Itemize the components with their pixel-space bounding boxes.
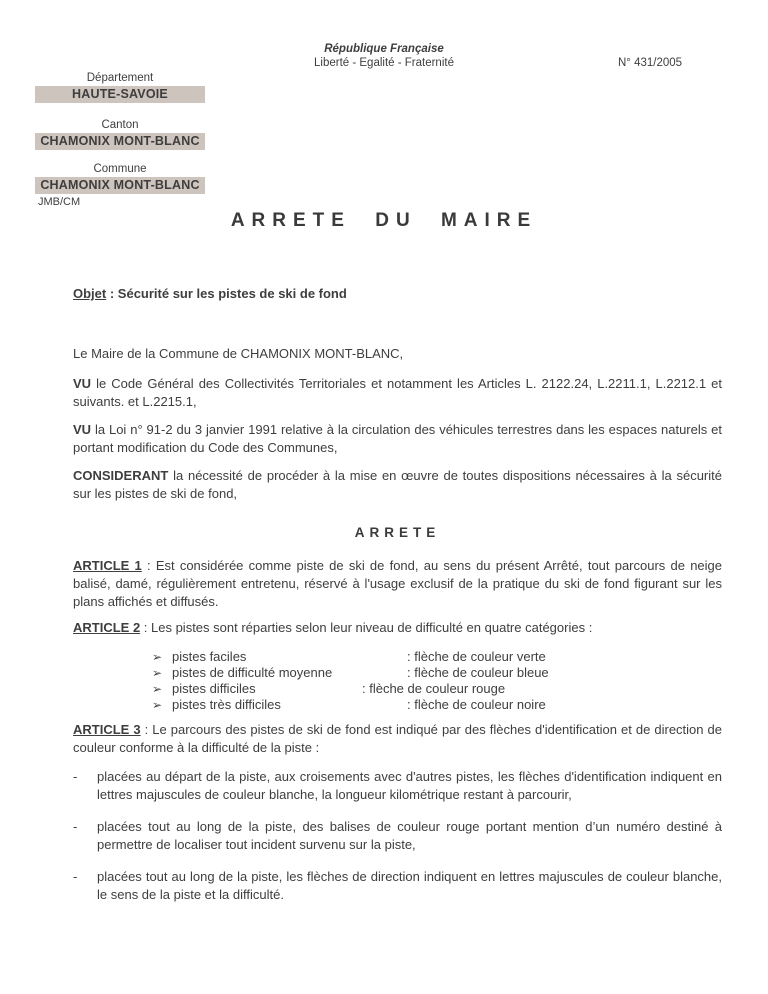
piste-label: pistes difficiles xyxy=(172,681,256,696)
document-title: ARRETE DU MAIRE xyxy=(230,210,538,231)
dash-bullet-item xyxy=(73,868,722,904)
vu-paragraph-1 xyxy=(73,375,722,411)
document-body xyxy=(73,285,722,904)
piste-label: pistes faciles xyxy=(172,649,247,664)
arrow-bullet-icon: ➢ xyxy=(152,666,163,680)
commune-label: Commune xyxy=(93,163,147,175)
article-3-paragraph xyxy=(73,721,722,757)
subject-label: Objet xyxy=(73,286,107,301)
arrow-bullet-icon: ➢ xyxy=(152,650,163,664)
article-2-label: ARTICLE 2 xyxy=(73,620,141,635)
article-1-label: ARTICLE 1 xyxy=(73,558,142,573)
dash-bullet-item xyxy=(73,768,722,804)
intro-paragraph: Le Maire de la Commune de CHAMONIX MONT-BLANC, xyxy=(73,346,404,361)
piste-value: : flèche de couleur verte xyxy=(407,649,546,664)
list-item xyxy=(73,681,722,697)
piste-label: pistes très difficiles xyxy=(172,697,281,712)
department-value: HAUTE-SAVOIE xyxy=(35,86,205,103)
arrete-heading: ARRETE xyxy=(354,525,441,540)
bullet-text: placées tout au long de la piste, les flèches de direction indiquent en lettres majuscules de couleur blanche, le sens de la piste et la difficulté. xyxy=(97,869,722,902)
piste-value: : flèche de couleur rouge xyxy=(362,681,506,696)
article-3-text: : Le parcours des pistes de ski de fond est indiqué par des flèches d'identification et de direction de couleur conforme à la difficulté de la piste : xyxy=(73,722,722,755)
article-1-paragraph xyxy=(73,557,722,611)
considerant-paragraph xyxy=(73,467,722,503)
article-2-paragraph xyxy=(73,619,722,637)
bullet-text: placées tout au long de la piste, des balises de couleur rouge portant mention d’un numéro destiné à permettre de localiser tout incident survenu sur la piste, xyxy=(97,819,722,852)
list-item xyxy=(73,697,722,713)
article-3-label: ARTICLE 3 xyxy=(73,722,141,737)
considerant-lead: CONSIDERANT xyxy=(73,468,169,483)
list-item xyxy=(73,665,722,681)
department-label: Département xyxy=(86,72,154,84)
dash-bullet-item xyxy=(73,818,722,854)
list-item xyxy=(73,649,722,665)
motto: Liberté - Egalité - Fraternité xyxy=(314,57,454,69)
commune-value: CHAMONIX MONT-BLANC xyxy=(35,177,205,194)
bullet-text: placées au départ de la piste, aux croisements avec d'autres pistes, les flèches d'identification indiquent en lettres majuscules de couleur blanche, la longueur kilométrique restant à parcourir, xyxy=(97,769,722,802)
dash-bullet-icon: - xyxy=(73,819,78,834)
vu2-lead: VU xyxy=(73,422,92,437)
republic-title: République Française xyxy=(324,43,444,55)
admin-column xyxy=(35,71,205,194)
vu2-text: la Loi n° 91-2 du 3 janvier 1991 relative à la circulation des véhicules terrestres dans les espaces naturels et portant modification du Code des Communes, xyxy=(73,422,722,455)
piste-value: : flèche de couleur noire xyxy=(407,697,546,712)
considerant-text: la nécessité de procéder à la mise en œuvre de toutes dispositions nécessaires à la sécurité sur les pistes de ski de fond, xyxy=(73,468,722,501)
canton-value: CHAMONIX MONT-BLANC xyxy=(35,133,205,150)
canton-label: Canton xyxy=(101,119,139,131)
piste-value: : flèche de couleur bleue xyxy=(407,665,549,680)
document-number: N° 431/2005 xyxy=(618,57,683,69)
file-reference: JMB/CM xyxy=(38,196,81,208)
subject-line xyxy=(73,285,722,303)
article-2-text: : Les pistes sont réparties selon leur niveau de difficulté en quatre catégories : xyxy=(140,620,593,635)
vu1-text: le Code Général des Collectivités Territoriales et notamment les Articles L. 2122.24, L.2211.1, L.2212.1 et suivants. et L.2215.1, xyxy=(73,376,722,409)
piste-category-list xyxy=(73,649,722,713)
dash-bullet-icon: - xyxy=(73,769,78,784)
vu1-lead: VU xyxy=(73,376,92,391)
article-1-text: : Est considérée comme piste de ski de fond, au sens du présent Arrêté, tout parcours de neige balisé, damé, régulièrement entretenu, réservé à l'usage exclusif de la pratique du ski de fond figurant sur les plans affichés et diffusés. xyxy=(73,558,723,609)
subject-text: : Sécurité sur les pistes de ski de fond xyxy=(106,286,347,301)
arrow-bullet-icon: ➢ xyxy=(152,682,163,696)
vu-paragraph-2 xyxy=(73,421,722,457)
dash-bullet-icon: - xyxy=(73,869,78,884)
arrow-bullet-icon: ➢ xyxy=(152,698,163,712)
piste-label: pistes de difficulté moyenne xyxy=(172,665,333,680)
